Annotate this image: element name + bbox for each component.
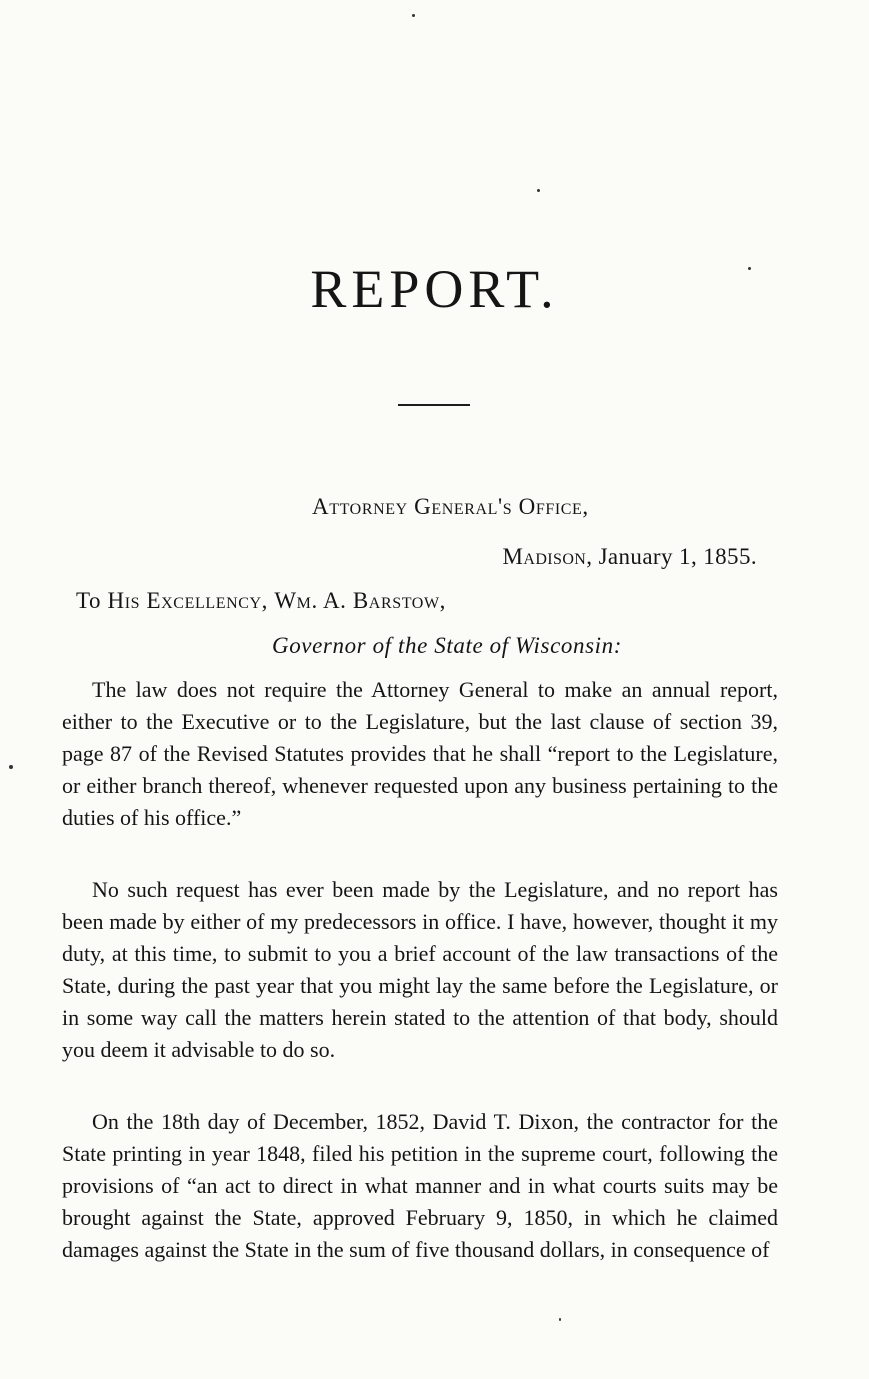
place-date-line [503, 544, 757, 570]
report-title: REPORT. [310, 259, 559, 319]
title-divider [398, 404, 470, 406]
recipient-title: Governor of the State of Wisconsin: [272, 633, 622, 658]
salutation-excellency: His Excellency, [107, 588, 269, 613]
scan-speck [537, 189, 540, 192]
paragraph-3: On the 18th day of December, 1852, David T. Dixon, the contractor for the State printing in year 1848, filed his petition in the supreme court, following the provisions of “an act to direct in what manner and in what courts suits may be brought against the State, approved February 9, 1850, in which he claimed damages against the State in the sum of five thousand dollars, in consequence of [62, 1109, 778, 1262]
place-name: Madison, [502, 544, 593, 569]
recipient-name: Wm. A. Barstow, [274, 588, 447, 613]
scan-speck [412, 14, 415, 17]
paragraph-2: No such request has ever been made by the Legislature, and no report has been made by either of my predecessors in office. I have, however, thought it my duty, at this time, to submit to you a brief account of the law transactions of the State, during the past year that you might lay the same before the Legislature, or in some way call the matters herein stated to the attention of that body, should you deem it advisable to do so. [62, 877, 778, 1062]
salutation-to: To [76, 588, 102, 613]
paragraph-1: The law does not require the Attorney General to make an annual report, either to the Executive or to the Legislature, but the last clause of section 39, page 87 of the Revised Statutes provides that he shall “report to the Legislature, or either branch thereof, whenever requested upon any business pertaining to the duties of his office.” [62, 677, 778, 830]
scan-speck [748, 267, 751, 270]
salutation-line [76, 588, 446, 614]
scan-speck [559, 1318, 561, 1321]
report-date: January 1, 1855. [598, 544, 757, 569]
scan-speck [9, 765, 13, 769]
office-heading: Attorney General's Office, [312, 494, 589, 519]
